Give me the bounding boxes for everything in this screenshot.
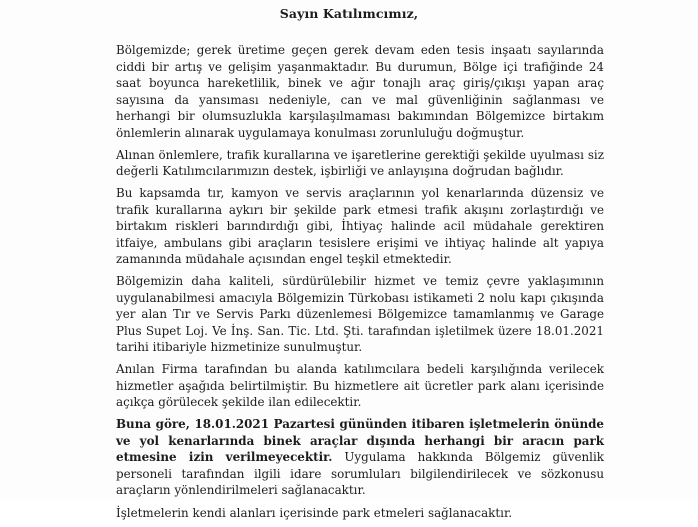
- paragraph-6: [116, 416, 604, 499]
- paragraph-6-regular: Uygulama hakkında Bölgemiz güvenlik personeli tarafından ilgili idare sorumluları bilgilendirilecek ve sözkonusu araçların yönlendirilmeleri sağlanacaktır.: [116, 450, 604, 498]
- paragraph-5: Anılan Firma tarafından bu alanda katılımcılara bedeli karşılığında verilecek hizmetler aşağıda belirtilmiştir. Bu hizmetlere ait ücretler park alanı içerisinde açıkça görülecek şekilde ilan edilecektir.: [116, 362, 604, 410]
- paragraph-6-bold: Buna göre, 18.01.2021 Pazartesi gününden itibaren işletmelerin önünde ve yol kenarlarında binek araçlar dışında herhangi bir aracın park etmesine izin verilmeyecektir.: [116, 417, 604, 465]
- paragraph-1: Bölgemizde; gerek üretime geçen gerek devam eden tesis inşaatı sayılarında ciddi bir artış ve gelişim yaşanmaktadır. Bu durumun, Bölge içi trafiğinde 24 saat boyunca hareketlilik, binek ve ağır tonajlı araç giriş/çıkışı yapan araç sayısına da yansıması nedeniyle, can ve mal güvenliğinin sağlanması ve herhangi bir olumsuzlukla karşılaşılmaması bakımından Bölgemizce birtakım önlemlerin alınarak uygulamaya konulması zorunluluğu doğmuştur.: [116, 43, 604, 140]
- paragraph-4: Bölgemizin daha kaliteli, sürdürülebilir hizmet ve temiz çevre yaklaşımının uygulanabilmesi amacıyla Bölgemizin Türkobası istikameti 2 nolu kapı çıkışında yer alan Tır ve Servis Parkı düzenlemesi Bölgemizce tamamlanmış ve Garage Plus Supet Loj. Ve İnş. San. Tic. Ltd. Şti. tarafından işletilmek üzere 18.01.2021 tarihi itibariyle hizmetinize sunulmuştur.: [116, 274, 604, 355]
- paragraph-3: Bu kapsamda tır, kamyon ve servis araçlarının yol kenarlarında düzensiz ve trafik kurallarına aykırı bir şekilde park etmesi trafik akışını zorlaştırdığı ve birtakım riskleri barındırdığı gibi, İhtiyaç halinde acil müdahale gerektiren itfaiye, ambulans gibi araçların tesislere erişimi ve ihtiyaç halinde alt yapıya zamanında müdahale açısından engel teşkil etmektedir.: [116, 186, 604, 267]
- letter-body: [116, 42, 604, 527]
- cut-off-line: İşletmelerin kendi alanları içerisinde park etmeleri sağlanacaktır.: [116, 505, 513, 520]
- paragraph-2: Alınan önlemlere, trafik kurallarına ve işaretlerine gerektiği şekilde uyulması siz değerli Katılımcılarımızın destek, işbirliği ve anlayışına doğrudan bağlıdır.: [116, 147, 604, 179]
- salutation: Sayın Katılımcımız,: [279, 6, 419, 21]
